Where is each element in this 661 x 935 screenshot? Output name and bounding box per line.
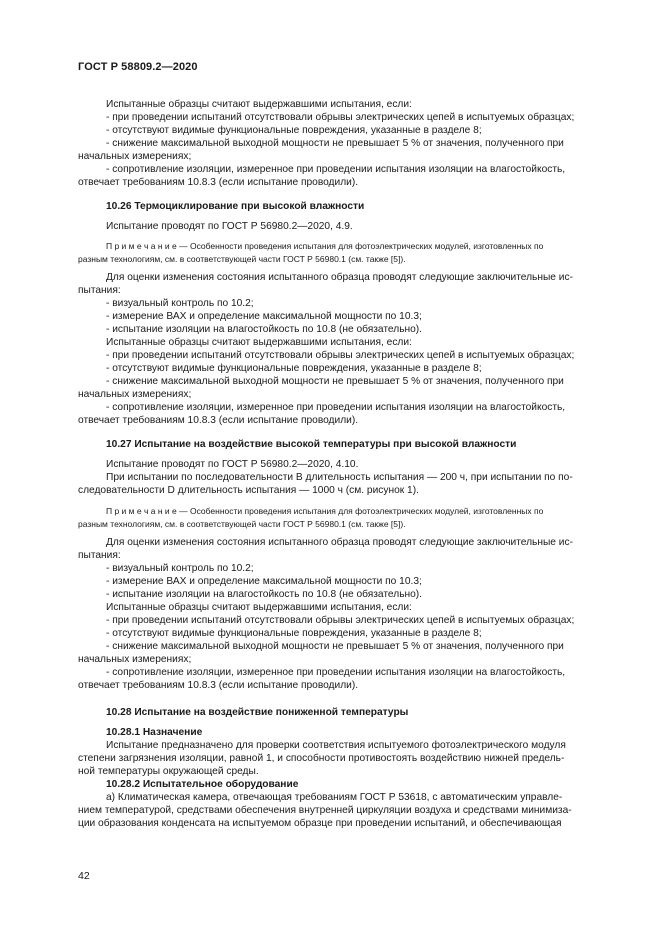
text-line: - сопротивление изоляции, измеренное при проведении испытания изоляции на влагостойкость, [106, 164, 566, 175]
text-line: - визуальный контроль по 10.2; [106, 563, 254, 574]
note-line: разным технологиям, см. в соответствующей части ГОСТ Р 56980.1 (см. также [5]). [78, 254, 406, 264]
text-line: - при проведении испытаний отсутствовали обрывы электрических цепей в испытуемых образцах; [106, 112, 575, 123]
text-line: ции образования конденсата на испытуемом образце при проведении испытаний, и обеспечивающая [78, 818, 562, 829]
text-line: - сопротивление изоляции, измеренное при проведении испытания изоляции на влагостойкость, [106, 667, 566, 678]
text-line: отвечает требованиям 10.8.3 (если испытание проводили). [78, 680, 359, 691]
section-heading: 10.28 Испытание на воздействие пониженной температуры [106, 707, 409, 718]
document-header: ГОСТ Р 58809.2—2020 [78, 61, 198, 73]
text-line: - снижение максимальной выходной мощности не превышает 5 % от значения, полученного при [106, 376, 564, 387]
text-line: начальных измерениях; [78, 654, 192, 665]
text-line: а) Климатическая камера, отвечающая требованиям ГОСТ Р 53618, с автоматическим управле- [106, 792, 563, 803]
text-line: Испытание проводят по ГОСТ Р 56980.2—2020, 4.10. [106, 459, 359, 470]
text-line: степени загрязнения изоляции, равной 1, и способности противостоять воздействию нижней предель- [78, 753, 565, 764]
note-line: разным технологиям, см. в соответствующей части ГОСТ Р 56980.1 (см. также [5]). [78, 519, 406, 529]
text-line: Испытание предназначено для проверки соответствия испытуемого фотоэлектрического модуля [106, 740, 566, 751]
note-line: П р и м е ч а н и е — Особенности проведения испытания для фотоэлектрических модулей, изготовленных по [106, 506, 544, 516]
text-line: - сопротивление изоляции, измеренное при проведении испытания изоляции на влагостойкость, [106, 402, 566, 413]
text-line: Испытанные образцы считают выдержавшими испытания, если: [106, 602, 412, 613]
section-heading: 10.27 Испытание на воздействие высокой температуры при высокой влажности [106, 439, 517, 450]
text-line: - отсутствуют видимые функциональные повреждения, указанные в разделе 8; [106, 125, 482, 136]
text-line: - отсутствуют видимые функциональные повреждения, указанные в разделе 8; [106, 628, 482, 639]
text-line: пытания: [78, 285, 121, 296]
text-line: Испытание проводят по ГОСТ Р 56980.2—2020, 4.9. [106, 221, 353, 232]
text-line: - при проведении испытаний отсутствовали обрывы электрических цепей в испытуемых образцах; [106, 615, 575, 626]
text-line: - отсутствуют видимые функциональные повреждения, указанные в разделе 8; [106, 363, 482, 374]
text-line: - снижение максимальной выходной мощности не превышает 5 % от значения, полученного при [106, 138, 564, 149]
text-line: Для оценки изменения состояния испытанного образца проводят следующие заключительные ис- [106, 272, 573, 283]
text-line: Для оценки изменения состояния испытанного образца проводят следующие заключительные ис- [106, 537, 573, 548]
text-line: - испытание изоляции на влагостойкость по 10.8 (не обязательно). [106, 324, 423, 335]
text-line: При испытании по последовательности В длительность испытания — 200 ч, при испытании по по- [106, 472, 573, 483]
text-line: начальных измерениях; [78, 389, 192, 400]
text-line: ной температуры окружающей среды. [78, 766, 259, 777]
page-number: 42 [78, 870, 90, 882]
section-heading: 10.28.2 Испытательное оборудование [106, 779, 299, 790]
text-line: нием температурой, средствами обеспечения внутренней циркуляции воздуха и средствами минимиза- [78, 805, 572, 816]
text-line: - испытание изоляции на влагостойкость по 10.8 (не обязательно). [106, 589, 423, 600]
text-line: отвечает требованиям 10.8.3 (если испытание проводили). [78, 415, 359, 426]
text-line: Испытанные образцы считают выдержавшими испытания, если: [106, 99, 412, 110]
text-line: - при проведении испытаний отсутствовали обрывы электрических цепей в испытуемых образцах; [106, 350, 575, 361]
text-line: - снижение максимальной выходной мощности не превышает 5 % от значения, полученного при [106, 641, 564, 652]
text-line: Испытанные образцы считают выдержавшими испытания, если: [106, 337, 412, 348]
section-heading: 10.28.1 Назначение [106, 727, 203, 738]
text-line: отвечает требованиям 10.8.3 (если испытание проводили). [78, 177, 359, 188]
text-line: - визуальный контроль по 10.2; [106, 298, 254, 309]
text-line: следовательности D длительность испытания — 1000 ч (см. рисунок 1). [78, 485, 419, 496]
note-line: П р и м е ч а н и е — Особенности проведения испытания для фотоэлектрических модулей, изготовленных по [106, 241, 544, 251]
text-line: начальных измерениях; [78, 151, 192, 162]
text-line: - измерение ВАХ и определение максимальной мощности по 10.3; [106, 576, 422, 587]
section-heading: 10.26 Термоциклирование при высокой влажности [106, 201, 365, 212]
text-line: - измерение ВАХ и определение максимальной мощности по 10.3; [106, 311, 422, 322]
text-line: пытания: [78, 550, 121, 561]
